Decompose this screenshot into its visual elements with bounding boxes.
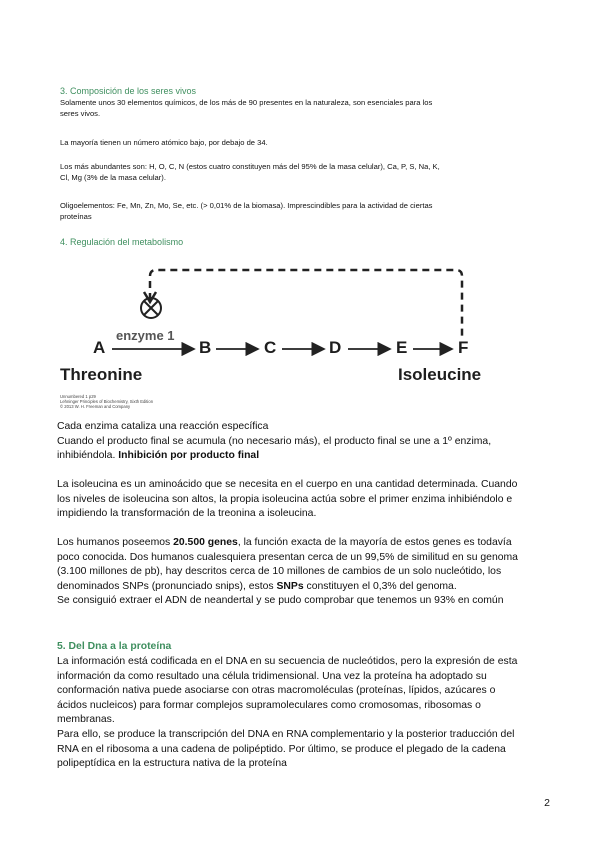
text-span: , la función exacta de la mayoría de estos genes es todavía [237,537,512,548]
section3-paragraph-1 [60,97,432,119]
text-line: Se consiguió extraer el ADN de neandertal y se pudo comprobar que tenemos un 93% en común [57,595,504,607]
isoleucine-paragraph [57,478,557,522]
text-span: denominados SNPs (pronunciado snips), estos [57,580,277,592]
inhibition-bold-text: Inhibición por producto final [118,450,260,462]
caption-block [57,420,547,464]
figure-credit [60,394,153,409]
threonine-label: Threonine [60,365,143,384]
section3-heading: 3. Composición de los seres vivos [60,86,197,96]
text-line [57,580,557,595]
metabolite-c: C [264,338,277,357]
text-line: seres vivos. [60,109,101,118]
text-line: conformación nativa puede asociarse con otras macromoléculas (proteínas, lípidos, azúcares o [57,685,496,697]
credit-line: © 2013 W. H. Freeman and Company [60,404,131,409]
credit-line: Lehninger Principles of Biochemistry, Sixth Edition [60,399,154,404]
metabolite-a: A [93,338,106,357]
text-line: Solamente unos 30 elementos químicos, de los más de 90 presentes en la naturaleza, son esenciales para los [60,98,433,107]
text-line: Cada enzima cataliza una reacción específica [57,421,269,432]
feedback-inhibition-diagram [60,262,480,414]
enzyme-label: enzyme 1 [116,328,175,343]
text-line: Cuando el producto final se acumula (no necesario más), el producto final se une a 1º enzima, [57,435,492,447]
text-line: proteínas [60,212,92,221]
credit-line: Unnumbered 1 p29 [60,394,96,399]
text-line: Oligoelementos: Fe, Mn, Zn, Mo, Se, etc. (> 0,01% de la biomasa). Imprescindibles para la actividad de ciertas [60,201,433,210]
text-line: La información está codificada en el DNA en su secuencia de nucleótidos, pero la expresión de esta [57,656,518,667]
section5-heading: 5. Del Dna a la proteína [57,641,172,652]
text-line: los niveles de isoleucina son altos, la propia isoleucina actúa sobre el primer enzima inhibiéndolo e [57,493,513,505]
metabolite-b: B [199,338,212,357]
text-line: (3.100 millones de pb), hay descritos cerca de 10 millones de cambios de un solo nucleótido, los [57,566,502,578]
metabolite-f: F [458,338,469,357]
section3-paragraph-2: La mayoría tienen un número atómico bajo, por debajo de 34. [60,138,268,147]
text-line: Los más abundantes son: H, O, C, N (estos cuatro constituyen más del 95% de la masa celular), Ca, P, S, Na, K, [60,162,440,171]
metabolite-e: E [396,338,408,357]
text-line: La isoleucina es un aminoácido que se necesita en el cuerpo en una cantidad determinada. Cuando [57,479,518,490]
text-line [57,449,547,464]
section3-paragraph-3 [60,161,440,183]
text-line: impidiendo la transformación de la treonina a isoleucina. [57,508,317,520]
text-line: membranas. [57,714,115,726]
isoleucine-label: Isoleucine [398,365,482,384]
section4-heading: 4. Regulación del metabolismo [60,237,184,247]
section5-paragraph [57,655,557,772]
text-line: RNA en el ribosoma a una cadena de polipéptido. Por último, se produce el plegado de la cadena [57,743,506,755]
metabolite-d: D [329,338,342,357]
section3-paragraph-4 [60,200,432,222]
text-line: Cl, Mg (3% de la masa celular). [60,173,166,182]
page-number: 2 [544,797,550,809]
text-line: información da como resultado una célula tridimensional. Una vez la proteína ha adoptado su [57,670,487,682]
text-line [57,536,557,551]
genes-paragraph [57,536,557,609]
text-line: poco conocida. Dos humanos cualesquiera presentan cerca de un 99,5% de similitud en su genoma [57,551,518,563]
genes-bold-text: 20.500 genes [173,537,238,548]
text-span: inhibiéndola. [57,450,119,462]
snps-bold-text: SNPs [276,580,304,592]
text-span: constituyen el 0,3% del genoma. [303,580,457,592]
text-line: Para ello, se produce la transcripción del DNA en RNA complementario y la posterior traducción del [57,728,515,740]
feedback-dashed-line [150,270,462,338]
text-line: ácidos nucleicos) para formar complejos supramoleculares como cromosomas, ribosomas o [57,699,481,711]
text-span: Los humanos poseemos [57,537,174,548]
text-line: polipeptídica en la estructura nativa de la proteína [57,758,287,770]
